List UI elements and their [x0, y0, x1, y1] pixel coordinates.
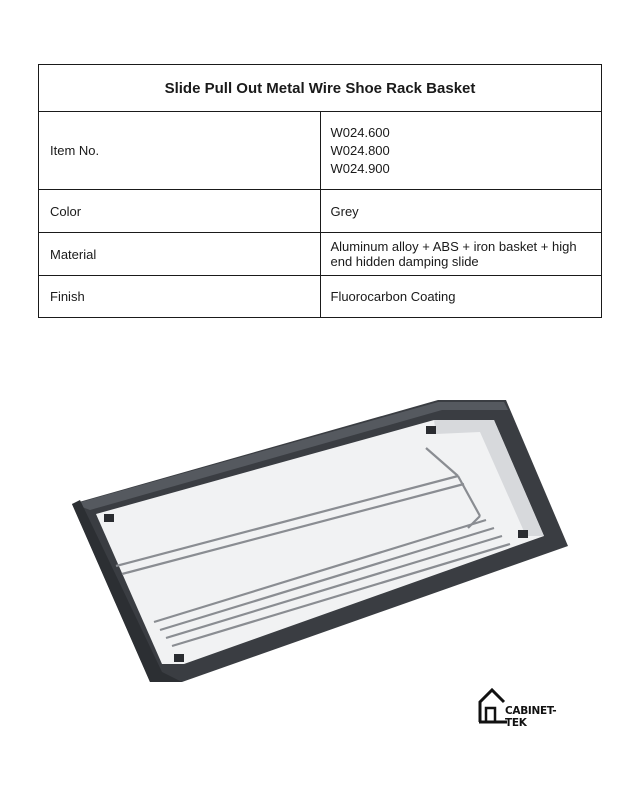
- row-value-finish: Fluorocarbon Coating: [320, 276, 602, 318]
- logo-text: CABINET-TEK: [505, 705, 557, 729]
- table-title: Slide Pull Out Metal Wire Shoe Rack Basket: [39, 65, 602, 112]
- table-row: [39, 112, 602, 190]
- row-value-color: Grey: [320, 190, 602, 233]
- table-row: [39, 190, 602, 233]
- table-row: [39, 276, 602, 318]
- row-label-finish: Finish: [39, 276, 321, 318]
- item-number: W024.800: [330, 142, 390, 158]
- row-value-item-no: [320, 112, 602, 190]
- row-value-material: Aluminum alloy + ABS + iron basket + high end hidden damping slide: [320, 233, 602, 276]
- item-number: W024.600: [330, 124, 390, 140]
- cabinet-tek-logo: [477, 686, 569, 729]
- item-number: W024.900: [330, 160, 390, 176]
- table-row: [39, 233, 602, 276]
- row-label-material: Material: [39, 233, 321, 276]
- row-label-item-no: Item No.: [39, 112, 321, 190]
- shoe-rack-basket-illustration: [66, 396, 576, 686]
- spec-table: [38, 64, 602, 318]
- row-label-color: Color: [39, 190, 321, 233]
